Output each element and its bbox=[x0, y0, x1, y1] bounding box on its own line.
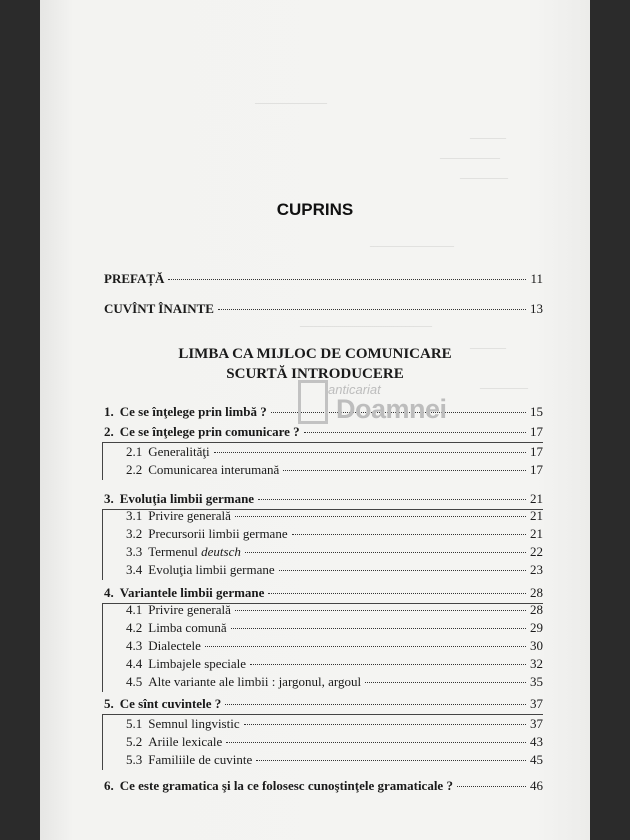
page-number: 15 bbox=[530, 404, 543, 419]
dot-leader bbox=[244, 724, 526, 725]
entry-title: Ce se înţelege prin limbă ? bbox=[119, 404, 267, 419]
page-number: 37 bbox=[530, 716, 543, 731]
section-bracket-line bbox=[102, 714, 103, 770]
page-number: 17 bbox=[530, 462, 543, 477]
chapter-entry bbox=[104, 424, 543, 440]
entry-number: 3.4 bbox=[126, 562, 143, 577]
entry-title: Limba comună bbox=[148, 620, 227, 635]
entry-title: Privire generală bbox=[148, 602, 231, 617]
subsection-entry bbox=[126, 444, 543, 460]
dot-leader bbox=[231, 628, 526, 629]
subsection-entry bbox=[126, 638, 543, 654]
page-number: 13 bbox=[530, 301, 543, 316]
section-bracket-line bbox=[102, 509, 103, 580]
entry-title: PREFAȚĂ bbox=[104, 271, 165, 286]
entry-number: 5.3 bbox=[126, 752, 143, 767]
dot-leader bbox=[279, 570, 526, 571]
page-title: CUPRINS bbox=[276, 200, 354, 219]
dot-leader bbox=[225, 704, 526, 705]
entry-number: 5.1 bbox=[126, 716, 143, 731]
page-number: 28 bbox=[530, 585, 543, 600]
subsection-entry bbox=[126, 526, 543, 542]
entry-title: Familiile de cuvinte bbox=[148, 752, 253, 767]
watermark-line2: Doamnei bbox=[336, 394, 447, 424]
entry-number: 5.2 bbox=[126, 734, 143, 749]
dot-leader bbox=[256, 760, 526, 761]
subsection-entry bbox=[126, 544, 543, 560]
page-number: 29 bbox=[530, 620, 543, 635]
entry-title: Evoluţia limbii germane bbox=[148, 562, 275, 577]
entry-title: Ce se înţelege prin comunicare ? bbox=[119, 424, 300, 439]
section-bracket-line bbox=[102, 603, 103, 692]
entry-title: Ce este gramatica şi la ce folosesc cunoştinţele gramaticale ? bbox=[119, 778, 453, 793]
entry-title: Alte variante ale limbii : jargonul, argoul bbox=[148, 674, 362, 689]
entry-title: Privire generală bbox=[148, 508, 231, 523]
dot-leader bbox=[235, 516, 526, 517]
dot-leader bbox=[365, 682, 526, 683]
chapter-entry bbox=[104, 491, 543, 507]
chapter-entry bbox=[104, 778, 543, 794]
section-heading-line1: LIMBA CA MIJLOC DE COMUNICARE bbox=[178, 346, 452, 362]
dot-leader bbox=[226, 742, 526, 743]
entry-number: 2.2 bbox=[126, 462, 143, 477]
dot-leader bbox=[250, 664, 526, 665]
section-rule bbox=[102, 714, 543, 715]
watermark-frame-icon bbox=[298, 380, 328, 424]
entry-number: 2.1 bbox=[126, 444, 143, 459]
dot-leader bbox=[245, 552, 526, 553]
page-number: 11 bbox=[530, 271, 543, 286]
entry-number: 3.1 bbox=[126, 508, 143, 523]
entry-title: Precursorii limbii germane bbox=[148, 526, 288, 541]
entry-number: 4.1 bbox=[126, 602, 143, 617]
page-number: 21 bbox=[530, 508, 543, 523]
page-number: 23 bbox=[530, 562, 543, 577]
entry-title: Dialectele bbox=[148, 638, 201, 653]
subsection-entry bbox=[126, 656, 543, 672]
entry-number: 3.2 bbox=[126, 526, 143, 541]
page-number: 28 bbox=[530, 602, 543, 617]
chapter-entry bbox=[104, 696, 543, 712]
dot-leader bbox=[235, 610, 526, 611]
dot-leader bbox=[258, 499, 526, 500]
entry-number: 4.3 bbox=[126, 638, 143, 653]
entry-title: Evoluţia limbii germane bbox=[119, 491, 255, 506]
entry-number: 3.3 bbox=[126, 544, 143, 559]
chapter-entry bbox=[104, 585, 543, 601]
entry-title: Limbajele speciale bbox=[148, 656, 247, 671]
front-entry bbox=[104, 271, 543, 287]
section-bracket-line bbox=[102, 442, 103, 480]
dot-leader bbox=[168, 279, 526, 280]
entry-number: 4. bbox=[104, 585, 114, 600]
subsection-entry bbox=[126, 602, 543, 618]
page-number: 35 bbox=[530, 674, 543, 689]
entry-number: 1. bbox=[104, 404, 114, 419]
page-number: 17 bbox=[530, 444, 543, 459]
entry-number: 4.5 bbox=[126, 674, 143, 689]
dot-leader bbox=[268, 593, 526, 594]
section-rule bbox=[102, 442, 543, 443]
dot-leader bbox=[214, 452, 526, 453]
entry-number: 5. bbox=[104, 696, 114, 711]
book-page: —————— ——— ————— ———— ——————— ——————————— ——— ———— CUPRINS PREFAȚĂ 11 CUVÎNT ÎNAINTE 13 LIMBA CA MIJLOC DE COMUNICARE SCURTĂ INTRODUCERE 1. Ce se înţelege prin limbă ? 15 2. Ce se înţelege prin comunicare ? 17 2.1 Generalităţi 17 2.2 Comunicarea interumană 17 3. Evoluţia limbii germane 21 3.1 Privire generală 21 3.2 Precursorii limbii germane 21 3.3 Termenul deutsch 22 3.4 Evoluţia limbii germane 23 4. Variantele limbii germane 28 4.1 Privire generală 28 4.2 Limba comună 29 4.3 Dialectele 30 4.4 Limbajele speciale 32 4.5 Alte variante ale limbii : jargonul, argoul 35 5. Ce sînt cuvintele ? 37 5.1 Semnul lingvistic 37 5.2 Ariile lexicale 43 5.3 Familiile de cuvinte 45 6. Ce este gramatica şi la ce folosesc cunoştinţele gramaticale ? 46 anticariat Doamnei bbox=[40, 0, 590, 840]
dot-leader bbox=[304, 432, 526, 433]
entry-title: Ariile lexicale bbox=[148, 734, 223, 749]
page-number: 45 bbox=[530, 752, 543, 767]
subsection-entry bbox=[126, 562, 543, 578]
entry-title: Semnul lingvistic bbox=[148, 716, 240, 731]
entry-number: 3. bbox=[104, 491, 114, 506]
page-number: 43 bbox=[530, 734, 543, 749]
page-number: 46 bbox=[530, 778, 543, 793]
dot-leader bbox=[205, 646, 526, 647]
entry-title: CUVÎNT ÎNAINTE bbox=[104, 301, 214, 316]
dot-leader bbox=[283, 470, 526, 471]
page-number: 21 bbox=[530, 491, 543, 506]
page-number: 21 bbox=[530, 526, 543, 541]
front-entry bbox=[104, 301, 543, 317]
page-number: 17 bbox=[530, 424, 543, 439]
subsection-entry bbox=[126, 716, 543, 732]
entry-title: Ce sînt cuvintele ? bbox=[119, 696, 222, 711]
entry-number: 2. bbox=[104, 424, 114, 439]
subsection-entry bbox=[126, 674, 543, 690]
entry-number: 4.2 bbox=[126, 620, 143, 635]
dot-leader bbox=[218, 309, 526, 310]
subsection-entry bbox=[126, 734, 543, 750]
dot-leader bbox=[292, 534, 526, 535]
page-number: 22 bbox=[530, 544, 543, 559]
entry-title: Generalităţi bbox=[148, 444, 210, 459]
dot-leader bbox=[457, 786, 526, 787]
subsection-entry bbox=[126, 620, 543, 636]
section-heading-line2: SCURTĂ INTRODUCERE bbox=[226, 366, 404, 382]
entry-title: Comunicarea interumană bbox=[148, 462, 280, 477]
entry-number: 6. bbox=[104, 778, 114, 793]
entry-title: Variantele limbii germane bbox=[119, 585, 265, 600]
page-number: 32 bbox=[530, 656, 543, 671]
entry-title: Termenul deutsch bbox=[148, 544, 241, 559]
subsection-entry bbox=[126, 752, 543, 768]
page-number: 37 bbox=[530, 696, 543, 711]
watermark-line1: anticariat bbox=[328, 382, 381, 397]
subsection-entry bbox=[126, 508, 543, 524]
subsection-entry bbox=[126, 462, 543, 478]
page-number: 30 bbox=[530, 638, 543, 653]
entry-number: 4.4 bbox=[126, 656, 143, 671]
